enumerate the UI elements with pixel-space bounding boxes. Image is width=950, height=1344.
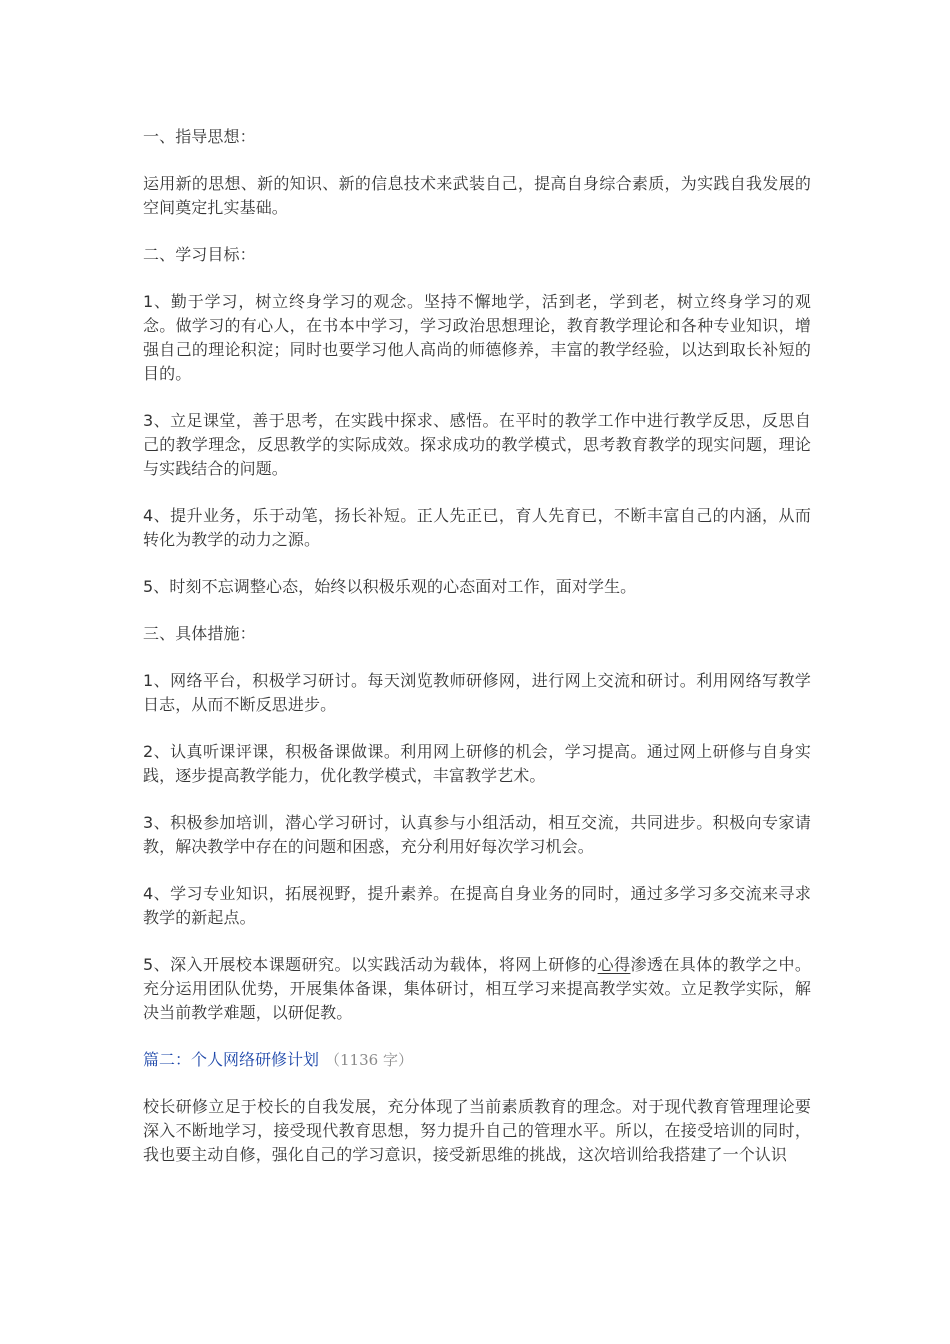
- paragraph-article-2-intro: 校长研修立足于校长的自我发展，充分体现了当前素质教育的理念。对于现代教育管理理论要深入不断地学习，接受现代教育思想，努力提升自己的管理水平。所以，在接受培训的同时，我也要主动自修，强化自己的学习意识，接受新思维的挑战，这次培训给我搭建了一个认识: [143, 1097, 811, 1164]
- article-2-heading: [143, 1048, 811, 1072]
- paragraph-measure-4: 4、学习专业知识，拓展视野，提升素养。在提高自身业务的同时，通过多学习多交流来寻求教学的新起点。: [143, 884, 811, 927]
- paragraph-goal-4: 4、提升业务，乐于动笔，扬长补短。正人先正已，育人先育已，不断丰富自己的内涵，从而转化为教学的动力之源。: [143, 506, 811, 549]
- measure-5-text-start: 5、深入开展校本课题研究。以实践活动为载体，将网上研修的: [143, 955, 598, 974]
- measure-5-text-end: 渗透在具体的教学之中。充分运用团队优势，开展集体备课，集体研讨，相互学习来提高教学实效。立足教学实际，解决当前教学难题，以研促教。: [143, 955, 811, 1022]
- xinde-link[interactable]: 心得: [597, 955, 631, 974]
- paragraph-goal-5: 5、时刻不忘调整心态，始终以积极乐观的心态面对工作，面对学生。: [143, 577, 637, 596]
- article-2-word-count: （1136 字）: [325, 1051, 413, 1069]
- document-body: [143, 125, 811, 1190]
- paragraph-measure-2: 2、认真听课评课，积极备课做课。利用网上研修的机会，学习提高。通过网上研修与自身实践，逐步提高教学能力，优化教学模式，丰富教学艺术。: [143, 742, 811, 785]
- paragraph-guiding-ideology: 运用新的思想、新的知识、新的信息技术来武装自己，提高自身综合素质，为实践自我发展的空间奠定扎实基础。: [143, 174, 811, 217]
- paragraph-measure-5: [143, 953, 811, 1025]
- article-2-title-link[interactable]: 篇二：个人网络研修计划: [143, 1050, 320, 1069]
- paragraph-goal-1: 1、勤于学习，树立终身学习的观念。坚持不懈地学，活到老，学到老，树立终身学习的观念。做学习的有心人，在书本中学习，学习政治思想理论，教育教学理论和各种专业知识，增强自己的理论积淀；同时也要学习他人高尚的师德修养，丰富的教学经验，以达到取长补短的目的。: [143, 292, 811, 383]
- section-heading-measures: 三、具体措施：: [143, 624, 256, 643]
- section-heading-guiding-ideology: 一、指导思想：: [143, 127, 256, 146]
- paragraph-goal-3: 3、立足课堂，善于思考，在实践中探求、感悟。在平时的教学工作中进行教学反思，反思自己的教学理念，反思教学的实际成效。探求成功的教学模式，思考教育教学的现实问题，理论与实践结合的问题。: [143, 411, 811, 478]
- paragraph-measure-3: 3、积极参加培训，潜心学习研讨，认真参与小组活动，相互交流，共同进步。积极向专家请教，解决教学中存在的问题和困惑，充分利用好每次学习机会。: [143, 813, 811, 856]
- paragraph-measure-1: 1、网络平台，积极学习研讨。每天浏览教师研修网，进行网上交流和研讨。利用网络写教学日志，从而不断反思进步。: [143, 671, 811, 714]
- section-heading-learning-goals: 二、学习目标：: [143, 245, 256, 264]
